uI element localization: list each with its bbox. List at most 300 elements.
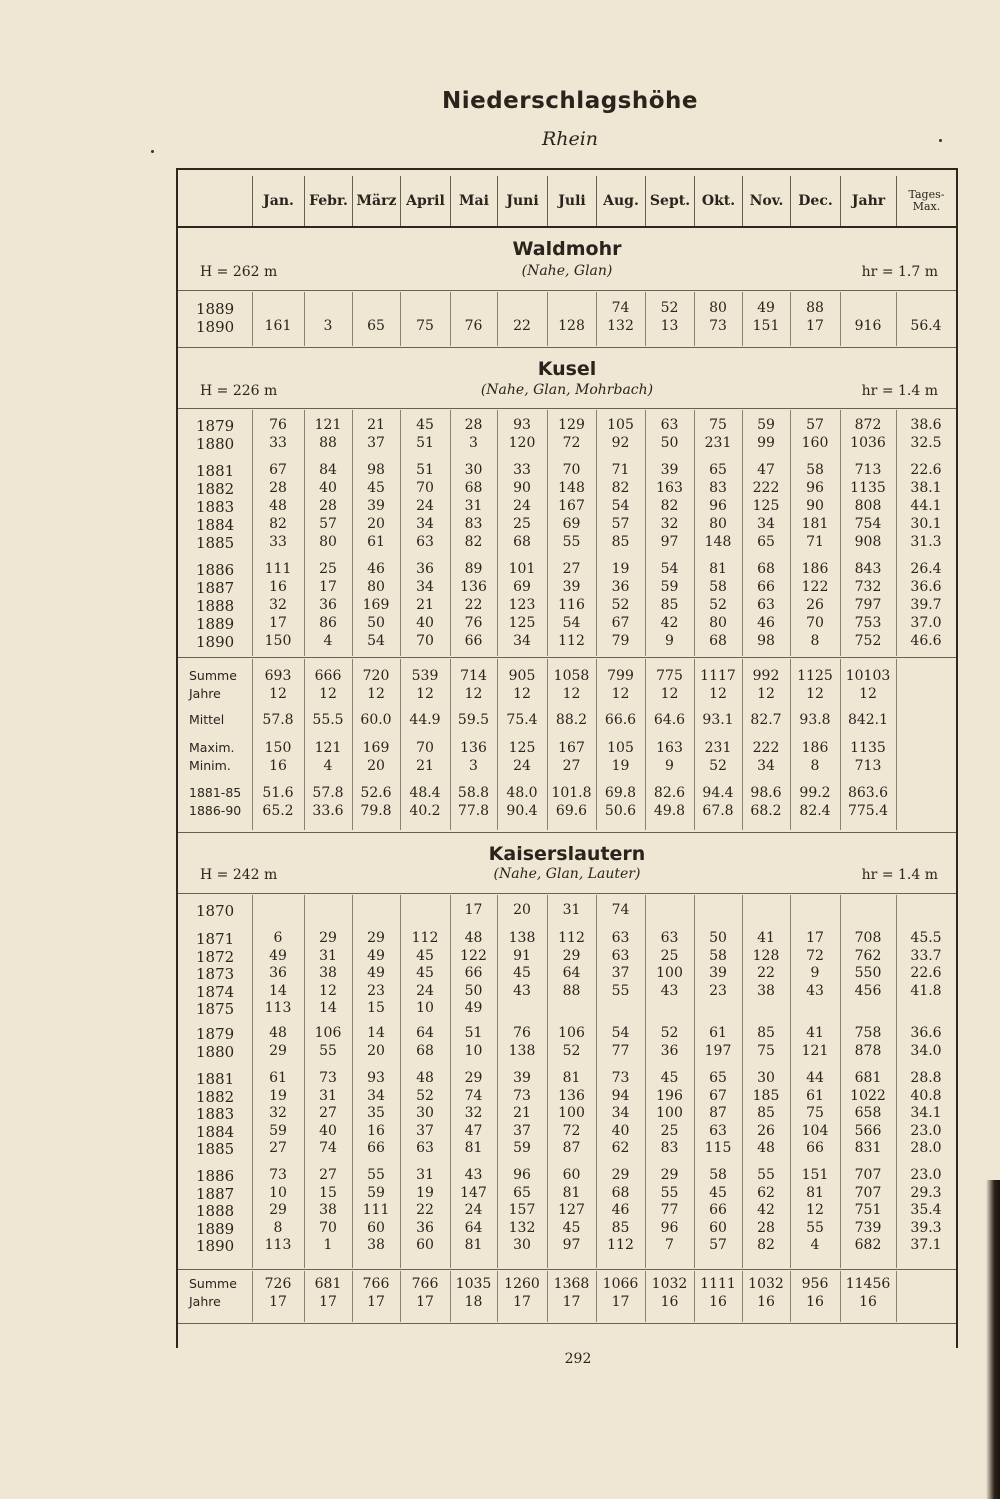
table-cell: 61 bbox=[806, 1088, 824, 1104]
table-cell: 52 bbox=[709, 758, 727, 774]
table-cell: 148 bbox=[558, 480, 585, 496]
table-cell: 89 bbox=[464, 561, 483, 577]
table-cell: 732 bbox=[854, 579, 882, 595]
table-cell: 125 bbox=[508, 740, 536, 756]
table-cell: 55 bbox=[319, 1043, 337, 1059]
station-hr: hr = 1.4 m bbox=[861, 867, 938, 883]
table-cell: 82 bbox=[611, 480, 630, 496]
table-cell: 39.3 bbox=[910, 1220, 942, 1236]
table-cell: 33.6 bbox=[312, 803, 344, 819]
year-label: 1881 bbox=[196, 462, 235, 480]
column-rule bbox=[252, 659, 253, 830]
table-cell: 22 bbox=[757, 965, 775, 981]
table-cell: 17 bbox=[269, 1294, 287, 1310]
table-cell: 59 bbox=[513, 1140, 531, 1156]
section-rule bbox=[178, 893, 956, 894]
table-cell: 707 bbox=[854, 1167, 882, 1183]
table-cell: 65 bbox=[709, 1070, 727, 1086]
column-header: Dec. bbox=[790, 176, 840, 226]
table-cell: 52 bbox=[562, 1043, 581, 1059]
table-cell: 121 bbox=[314, 417, 342, 433]
table-cell: 85 bbox=[611, 534, 630, 550]
table-cell: 55 bbox=[367, 1167, 385, 1183]
table-cell: 36 bbox=[660, 1043, 679, 1059]
table-cell: 66 bbox=[464, 633, 483, 649]
summary-label: Jahre bbox=[189, 1294, 221, 1309]
table-cell: 4 bbox=[323, 633, 333, 649]
table-cell: 22.6 bbox=[910, 965, 942, 981]
table-cell: 64 bbox=[562, 965, 581, 981]
table-cell: 136 bbox=[460, 579, 487, 595]
table-cell: 681 bbox=[854, 1070, 882, 1086]
table-cell: 20 bbox=[367, 516, 385, 532]
year-label: 1889 bbox=[196, 300, 235, 318]
table-cell: 90 bbox=[513, 480, 531, 496]
table-cell: 57 bbox=[709, 1237, 727, 1253]
year-label: 1885 bbox=[196, 1140, 235, 1158]
table-cell: 22 bbox=[464, 597, 483, 613]
table-cell: 36 bbox=[269, 965, 287, 981]
table-cell: 51 bbox=[464, 1025, 483, 1041]
table-cell: 59 bbox=[660, 579, 679, 595]
table-cell: 88.2 bbox=[555, 712, 588, 728]
table-cell: 80 bbox=[319, 534, 337, 550]
table-cell: 65.2 bbox=[262, 803, 294, 819]
table-cell: 49 bbox=[367, 965, 385, 981]
table-cell: 19 bbox=[416, 1185, 434, 1201]
table-cell: 60 bbox=[709, 1220, 727, 1236]
column-header: April bbox=[400, 176, 450, 226]
table-cell: 23 bbox=[709, 983, 727, 999]
table-cell: 21 bbox=[367, 417, 385, 433]
table-cell: 38 bbox=[367, 1237, 385, 1253]
table-cell: 82.6 bbox=[653, 785, 686, 801]
year-label: 1890 bbox=[196, 1237, 235, 1255]
table-cell: 116 bbox=[558, 597, 585, 613]
table-cell: 161 bbox=[264, 318, 292, 334]
table-cell: 17 bbox=[513, 1294, 531, 1310]
table-cell: 14 bbox=[367, 1025, 385, 1041]
table-cell: 15 bbox=[319, 1185, 337, 1201]
table-cell: 27 bbox=[319, 1167, 337, 1183]
table-cell: 48 bbox=[757, 1140, 775, 1156]
table-cell: 1368 bbox=[553, 1276, 590, 1292]
table-cell: 59.5 bbox=[457, 712, 490, 728]
table-cell: 1032 bbox=[748, 1276, 784, 1292]
table-cell: 905 bbox=[508, 668, 536, 684]
table-cell: 70 bbox=[806, 615, 824, 631]
table-cell: 15 bbox=[367, 1000, 385, 1016]
table-cell: 71 bbox=[806, 534, 824, 550]
section-rule bbox=[178, 408, 956, 409]
table-cell: 80 bbox=[367, 579, 385, 595]
table-cell: 908 bbox=[854, 534, 882, 550]
table-cell: 34 bbox=[611, 1105, 630, 1121]
table-cell: 186 bbox=[801, 561, 829, 577]
page-subtitle: Rhein bbox=[541, 128, 599, 150]
table-cell: 45 bbox=[367, 480, 385, 496]
column-rule bbox=[252, 292, 253, 346]
table-cell: 51.6 bbox=[262, 785, 294, 801]
table-cell: 64 bbox=[416, 1025, 434, 1041]
section-rule bbox=[178, 1269, 956, 1270]
table-cell: 10 bbox=[416, 1000, 434, 1016]
table-cell: 29 bbox=[562, 948, 581, 964]
table-cell: 3 bbox=[323, 318, 333, 334]
table-cell: 46 bbox=[611, 1202, 630, 1218]
table-cell: 25 bbox=[660, 948, 679, 964]
table-cell: 88 bbox=[806, 300, 824, 316]
table-cell: 104 bbox=[801, 1123, 829, 1139]
table-cell: 222 bbox=[752, 740, 780, 756]
table-cell: 48 bbox=[269, 498, 287, 514]
column-header: Mai bbox=[450, 176, 497, 226]
table-cell: 41 bbox=[806, 1025, 824, 1041]
table-cell: 73 bbox=[709, 318, 727, 334]
year-label: 1880 bbox=[196, 1043, 235, 1061]
table-cell: 82.4 bbox=[799, 803, 831, 819]
table-cell: 27 bbox=[562, 561, 581, 577]
table-cell: 35.4 bbox=[910, 1202, 942, 1218]
table-cell: 66 bbox=[757, 579, 775, 595]
table-cell: 43 bbox=[513, 983, 531, 999]
table-cell: 83 bbox=[709, 480, 727, 496]
table-cell: 64 bbox=[464, 1220, 483, 1236]
table-cell: 753 bbox=[854, 615, 882, 631]
table-cell: 55 bbox=[757, 1167, 775, 1183]
table-cell: 72 bbox=[806, 948, 824, 964]
table-cell: 66 bbox=[367, 1140, 385, 1156]
summary-label: Summe bbox=[189, 1276, 237, 1291]
table-cell: 30.1 bbox=[910, 516, 942, 532]
table-cell: 55 bbox=[806, 1220, 824, 1236]
table-cell: 28.0 bbox=[910, 1140, 942, 1156]
table-cell: 132 bbox=[508, 1220, 536, 1236]
table-cell: 68 bbox=[757, 561, 775, 577]
table-cell: 30 bbox=[513, 1237, 531, 1253]
table-cell: 55 bbox=[660, 1185, 679, 1201]
column-rule bbox=[840, 410, 841, 656]
table-cell: 76 bbox=[513, 1025, 531, 1041]
table-cell: 231 bbox=[704, 740, 732, 756]
table-cell: 707 bbox=[854, 1185, 882, 1201]
table-cell: 65 bbox=[513, 1185, 531, 1201]
table-cell: 49 bbox=[464, 1000, 483, 1016]
table-cell: 68 bbox=[611, 1185, 630, 1201]
table-cell: 34 bbox=[757, 758, 775, 774]
column-header: Tages-Max. bbox=[896, 176, 956, 226]
table-cell: 22.6 bbox=[910, 462, 942, 478]
table-cell: 37.0 bbox=[910, 615, 942, 631]
table-cell: 38 bbox=[319, 965, 337, 981]
table-cell: 58 bbox=[709, 948, 727, 964]
table-cell: 30 bbox=[464, 462, 483, 478]
table-cell: 44.1 bbox=[910, 498, 942, 514]
year-label: 1883 bbox=[196, 498, 235, 516]
table-cell: 808 bbox=[854, 498, 882, 514]
table-cell: 66 bbox=[464, 965, 483, 981]
table-cell: 76 bbox=[464, 615, 483, 631]
table-cell: 10 bbox=[269, 1185, 287, 1201]
table-cell: 8 bbox=[810, 758, 820, 774]
table-cell: 52 bbox=[660, 300, 679, 316]
table-cell: 45 bbox=[562, 1220, 581, 1236]
table-cell: 48.0 bbox=[506, 785, 538, 801]
table-cell: 113 bbox=[264, 1237, 292, 1253]
table-cell: 150 bbox=[264, 740, 292, 756]
table-cell: 160 bbox=[801, 435, 829, 451]
table-cell: 65 bbox=[757, 534, 775, 550]
year-label: 1874 bbox=[196, 983, 235, 1001]
table-cell: 85 bbox=[757, 1025, 775, 1041]
table-cell: 70 bbox=[562, 462, 581, 478]
table-cell: 64.6 bbox=[653, 712, 686, 728]
table-cell: 12 bbox=[562, 686, 581, 702]
table-cell: 81 bbox=[806, 1185, 824, 1201]
table-cell: 74 bbox=[464, 1088, 483, 1104]
table-cell: 88 bbox=[319, 435, 337, 451]
table-cell: 169 bbox=[362, 740, 390, 756]
station-name: Waldmohr bbox=[512, 238, 622, 260]
table-cell: 100 bbox=[558, 1105, 585, 1121]
table-cell: 49 bbox=[269, 948, 287, 964]
year-label: 1889 bbox=[196, 615, 235, 633]
table-cell: 726 bbox=[264, 1276, 292, 1292]
table-cell: 29 bbox=[611, 1167, 630, 1183]
table-cell: 751 bbox=[854, 1202, 882, 1218]
table-cell: 1111 bbox=[700, 1276, 736, 1292]
year-label: 1887 bbox=[196, 1185, 235, 1203]
table-cell: 37 bbox=[611, 965, 630, 981]
table-cell: 52.6 bbox=[360, 785, 392, 801]
table-cell: 96 bbox=[806, 480, 824, 496]
table-cell: 29 bbox=[660, 1167, 679, 1183]
station-name: Kusel bbox=[537, 358, 597, 380]
table-cell: 31 bbox=[562, 902, 581, 918]
table-cell: 45 bbox=[660, 1070, 679, 1086]
table-cell: 16 bbox=[806, 1294, 824, 1310]
year-label: 1889 bbox=[196, 1220, 235, 1238]
table-cell: 36 bbox=[416, 561, 434, 577]
table-cell: 754 bbox=[854, 516, 882, 532]
table-cell: 1035 bbox=[455, 1276, 492, 1292]
table-cell: 20 bbox=[513, 902, 531, 918]
table-cell: 60 bbox=[367, 1220, 385, 1236]
table-cell: 39 bbox=[513, 1070, 531, 1086]
station-rivers: (Nahe, Glan) bbox=[521, 263, 613, 279]
table-cell: 231 bbox=[704, 435, 732, 451]
table-cell: 57 bbox=[319, 516, 337, 532]
table-cell: 19 bbox=[269, 1088, 287, 1104]
table-cell: 28 bbox=[269, 480, 287, 496]
table-cell: 136 bbox=[460, 740, 487, 756]
table-cell: 63 bbox=[660, 417, 679, 433]
table-cell: 32 bbox=[269, 597, 287, 613]
table-cell: 121 bbox=[314, 740, 342, 756]
table-cell: 77 bbox=[611, 1043, 630, 1059]
table-cell: 12 bbox=[269, 686, 287, 702]
table-cell: 63 bbox=[757, 597, 775, 613]
table-cell: 37.1 bbox=[910, 1237, 942, 1253]
table-cell: 27 bbox=[269, 1140, 287, 1156]
table-cell: 196 bbox=[656, 1088, 683, 1104]
table-cell: 186 bbox=[801, 740, 829, 756]
table-cell: 101.8 bbox=[551, 785, 592, 801]
table-cell: 12 bbox=[416, 686, 434, 702]
table-cell: 63 bbox=[611, 930, 630, 946]
table-cell: 81 bbox=[562, 1185, 581, 1201]
year-label: 1880 bbox=[196, 435, 235, 453]
table-cell: 1135 bbox=[850, 740, 886, 756]
table-cell: 1066 bbox=[602, 1276, 639, 1292]
table-cell: 40 bbox=[319, 1123, 337, 1139]
year-label: 1883 bbox=[196, 1105, 235, 1123]
year-label: 1885 bbox=[196, 534, 235, 552]
table-cell: 38.1 bbox=[910, 480, 942, 496]
table-cell: 31.3 bbox=[910, 534, 942, 550]
table-cell: 45 bbox=[416, 965, 434, 981]
table-cell: 878 bbox=[854, 1043, 882, 1059]
table-cell: 50 bbox=[660, 435, 679, 451]
table-cell: 72 bbox=[562, 435, 581, 451]
table-cell: 26 bbox=[806, 597, 824, 613]
table-cell: 50 bbox=[709, 930, 727, 946]
table-cell: 157 bbox=[508, 1202, 536, 1218]
table-cell: 70 bbox=[319, 1220, 337, 1236]
column-rule bbox=[252, 895, 253, 1268]
table-cell: 37 bbox=[513, 1123, 531, 1139]
column-header: Juni bbox=[497, 176, 547, 226]
table-cell: 61 bbox=[367, 534, 385, 550]
table-cell: 45.5 bbox=[910, 930, 942, 946]
table-cell: 12 bbox=[319, 983, 337, 999]
table-cell: 17 bbox=[367, 1294, 385, 1310]
table-cell: 185 bbox=[752, 1088, 780, 1104]
table-cell: 31 bbox=[319, 1088, 337, 1104]
table-cell: 59 bbox=[367, 1185, 385, 1201]
table-cell: 151 bbox=[752, 318, 780, 334]
table-cell: 775 bbox=[656, 668, 683, 684]
table-cell: 128 bbox=[558, 318, 585, 334]
table-cell: 842.1 bbox=[847, 712, 889, 728]
table-cell: 956 bbox=[801, 1276, 829, 1292]
table-cell: 29.3 bbox=[910, 1185, 942, 1201]
table-cell: 34.0 bbox=[910, 1043, 942, 1059]
table-cell: 12 bbox=[513, 686, 531, 702]
table-cell: 63 bbox=[416, 534, 434, 550]
table-cell: 27 bbox=[319, 1105, 337, 1121]
table-cell: 62 bbox=[611, 1140, 630, 1156]
table-cell: 34 bbox=[757, 516, 775, 532]
table-cell: 167 bbox=[558, 498, 585, 514]
table-cell: 62 bbox=[757, 1185, 775, 1201]
column-rule bbox=[840, 1271, 841, 1322]
table-cell: 12 bbox=[806, 1202, 824, 1218]
table-cell: 799 bbox=[607, 668, 634, 684]
table-cell: 80 bbox=[709, 615, 727, 631]
table-cell: 41 bbox=[757, 930, 775, 946]
table-cell: 86 bbox=[319, 615, 337, 631]
table-cell: 713 bbox=[854, 462, 882, 478]
table-cell: 74 bbox=[319, 1140, 337, 1156]
table-cell: 666 bbox=[314, 668, 342, 684]
table-cell: 17 bbox=[319, 579, 337, 595]
summary-label: Summe bbox=[189, 668, 237, 683]
year-label: 1870 bbox=[196, 902, 235, 920]
table-cell: 112 bbox=[607, 1237, 634, 1253]
table-cell: 56.4 bbox=[910, 318, 942, 334]
table-cell: 101 bbox=[508, 561, 536, 577]
table-cell: 122 bbox=[460, 948, 487, 964]
table-cell: 93.8 bbox=[799, 712, 831, 728]
table-cell: 60 bbox=[416, 1237, 434, 1253]
table-cell: 150 bbox=[264, 633, 292, 649]
table-cell: 14 bbox=[319, 1000, 337, 1016]
table-cell: 75 bbox=[416, 318, 434, 334]
table-cell: 70 bbox=[416, 740, 434, 756]
table-cell: 54 bbox=[660, 561, 679, 577]
table-cell: 67 bbox=[611, 615, 630, 631]
table-cell: 73 bbox=[611, 1070, 630, 1086]
year-label: 1879 bbox=[196, 1025, 235, 1043]
table-cell: 16 bbox=[757, 1294, 775, 1310]
summary-label: Mittel bbox=[189, 712, 225, 727]
table-cell: 38 bbox=[757, 983, 775, 999]
table-cell: 46 bbox=[367, 561, 385, 577]
table-cell: 120 bbox=[508, 435, 536, 451]
table-cell: 34.1 bbox=[910, 1105, 942, 1121]
table-cell: 123 bbox=[508, 597, 536, 613]
section-rule bbox=[178, 832, 956, 833]
table-cell: 708 bbox=[854, 930, 882, 946]
table-cell: 128 bbox=[752, 948, 780, 964]
section-rule bbox=[178, 347, 956, 348]
table-cell: 163 bbox=[656, 740, 683, 756]
table-cell: 75.4 bbox=[506, 712, 538, 728]
table-cell: 863.6 bbox=[847, 785, 889, 801]
table-cell: 797 bbox=[854, 597, 882, 613]
table-cell: 76 bbox=[464, 318, 483, 334]
table-cell: 125 bbox=[508, 615, 536, 631]
table-cell: 84 bbox=[319, 462, 337, 478]
column-rule bbox=[896, 292, 897, 346]
column-header: Jan. bbox=[252, 176, 304, 226]
table-cell: 32 bbox=[269, 1105, 287, 1121]
table-cell: 66 bbox=[806, 1140, 824, 1156]
table-cell: 81 bbox=[464, 1140, 483, 1156]
table-cell: 831 bbox=[854, 1140, 882, 1156]
table-cell: 40 bbox=[319, 480, 337, 496]
table-cell: 63 bbox=[416, 1140, 434, 1156]
table-cell: 32 bbox=[464, 1105, 483, 1121]
table-cell: 111 bbox=[362, 1202, 390, 1218]
table-cell: 163 bbox=[656, 480, 683, 496]
table-cell: 54 bbox=[611, 1025, 630, 1041]
table-cell: 121 bbox=[801, 1043, 829, 1059]
table-cell: 36 bbox=[416, 1220, 434, 1236]
table-cell: 566 bbox=[854, 1123, 882, 1139]
year-label: 1875 bbox=[196, 1000, 235, 1018]
table-cell: 147 bbox=[460, 1185, 487, 1201]
page-edge-shadow bbox=[986, 1180, 1000, 1499]
table-cell: 12 bbox=[660, 686, 679, 702]
table-cell: 1036 bbox=[850, 435, 886, 451]
table-cell: 58 bbox=[806, 462, 824, 478]
table-cell: 74 bbox=[611, 300, 630, 316]
table-cell: 24 bbox=[416, 498, 434, 514]
table-cell: 52 bbox=[709, 597, 727, 613]
table-cell: 93.1 bbox=[702, 712, 734, 728]
